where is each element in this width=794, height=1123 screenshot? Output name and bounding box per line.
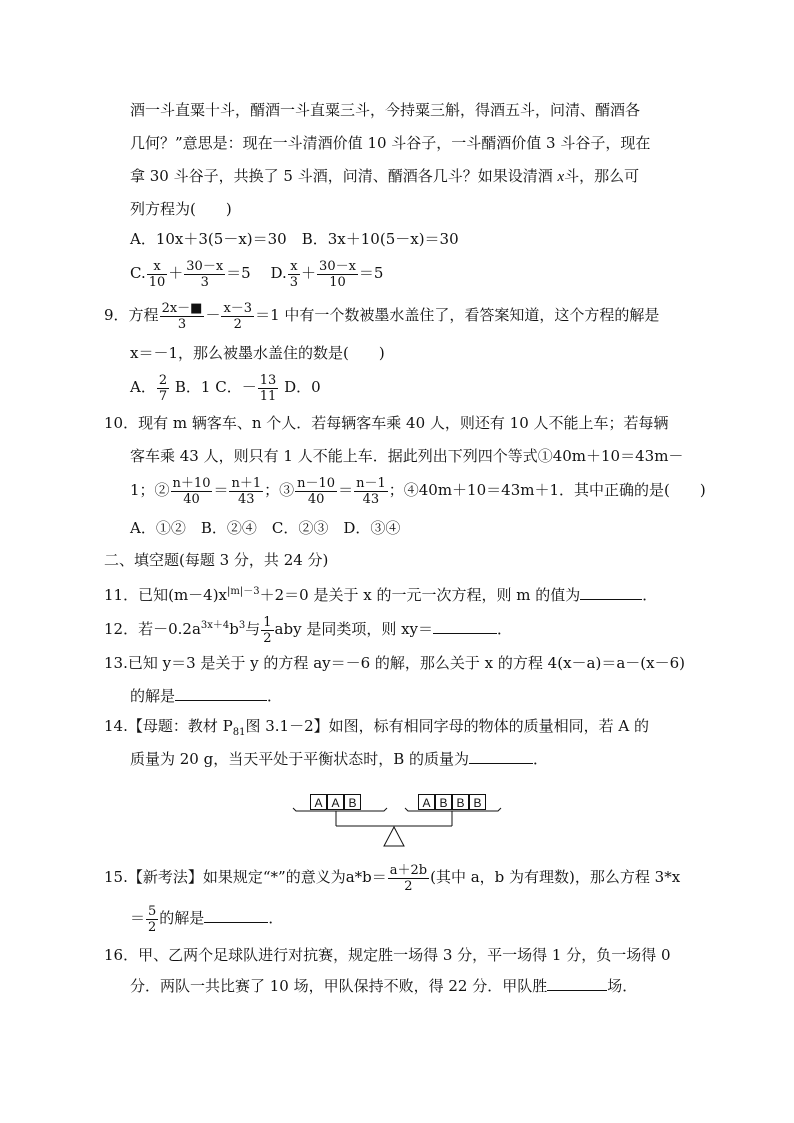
q12-answer-blank[interactable] [433, 619, 497, 634]
right-pan-box-1: A [418, 794, 435, 810]
q9-option-a: A． $\frac{2}{7}$ [130, 372, 168, 404]
q15-answer-blank[interactable] [204, 908, 268, 923]
section-title-fill-in: 二、填空题(每题 3 分，共 24 分) [104, 551, 329, 569]
q9-line-1: 9．方程 $\frac{2x-■}{3}$ － $\frac{x-3}{2}$ ＝1 中有一个数被墨水盖住了，看答案知道，这个方程的解是 [104, 300, 660, 332]
q8-line-3: 拿 30 斗谷子，共换了 5 斗酒，问清、醑酒各几斗？如果设清酒 x斗，那么可 [130, 167, 640, 185]
q16-line-2: 分．两队一共比赛了 10 场，甲队保持不败，得 22 分．甲队胜 场． [130, 977, 638, 995]
q14-line-1: 14.【母题：教材 $P_{81}$图 3.1－2】如图，标有相同字母的物体的质量相同，若 A 的 [104, 717, 649, 738]
q13-line-1: 13.已知 y＝3 是关于 y 的方程 ay＝－6 的解，那么关于 x 的方程 4(x－a)＝a－(x－6) [104, 654, 685, 672]
q8-option-c: C. $\frac{x}{10}$ ＋ $\frac{30-x}{3}$ ＝5 [130, 258, 251, 290]
q8-options-ab [130, 229, 459, 249]
q8-option-d: D. $\frac{x}{3}$ ＋ $\frac{30-x}{10}$ ＝5 [270, 258, 384, 290]
q9-option-d: D．0 [284, 378, 321, 396]
q13-answer-blank[interactable] [175, 686, 267, 701]
q11-answer-blank[interactable] [580, 585, 642, 600]
q9-option-b: B．1 [174, 378, 211, 396]
q13-line-2: 的解是 ． [130, 687, 283, 705]
q8-option-b: B．3x＋10(5－x)＝30 [301, 230, 459, 248]
q10-options: A．①② B．②④ C．②③ D．③④ [130, 519, 401, 537]
balance-scale-figure [290, 790, 530, 850]
q10-line-2: 客车乘 43 人，则只有 1 人不能上车．据此列出下列四个等式①40m＋10＝43m－ [130, 447, 684, 465]
q8-option-a: A．10x＋3(5－x)＝30 [130, 230, 287, 248]
right-pan-box-2: B [435, 794, 452, 810]
q8-options-cd [130, 256, 383, 290]
q9-options [130, 370, 321, 404]
q8-line-2: 几何？”意思是：现在一斗清酒价值 10 斗谷子，一斗醑酒价值 3 斗谷子，现在 [130, 134, 651, 152]
q16-answer-blank[interactable] [547, 976, 607, 991]
right-pan-box-3: B [452, 794, 469, 810]
q14-line-2: 质量为 20 g，当天平处于平衡状态时，B 的质量为 ． [130, 750, 549, 768]
q14-answer-blank[interactable] [469, 749, 533, 764]
q10-line-1: 10．现有 m 辆客车、n 个人．若每辆客车乘 40 人，则还有 10 人不能上车；若每辆 [104, 414, 669, 432]
q15-line-1: 15.【新考法】如果规定“*”的意义为a*b＝ $\frac{a+2b}{2}$ (其中 a，b 为有理数)，那么方程 3*x [104, 862, 681, 894]
q15-line-2: ＝ $\frac{5}{2}$ 的解是 ． [130, 903, 284, 935]
right-pan-box-4: B [469, 794, 486, 810]
q10-line-3: 1；② $\frac{n+10}{40}$ ＝ $\frac{n+1}{43}$ ；③ $\frac{n-10}{40}$ ＝ $\frac{n-1}{43}$ ；④40m＋10＝43m＋1．其中正确的是( ) [130, 475, 706, 507]
q11: 11．已知$(m-4)x^{|m|-3}+2=0$ 是关于 x 的一元一次方程，则 m 的值为 ． [104, 586, 658, 604]
left-pan-box-3: B [344, 794, 361, 810]
q16-line-1: 16．甲、乙两个足球队进行对抗赛，规定胜一场得 3 分，平一场得 1 分，负一场得 0 [104, 946, 671, 964]
q8-line-4: 列方程为( ) [130, 200, 232, 218]
q9-line-2: x＝－1，那么被墨水盖住的数是( ) [130, 344, 385, 362]
q9-option-c: C．－ $\frac{13}{11}$ [215, 372, 277, 404]
q8-line-1: 酒一斗直粟十斗，醑酒一斗直粟三斗，今持粟三斛，得酒五斗，问清、醑酒各 [130, 101, 641, 119]
left-pan-box-1: A [310, 794, 327, 810]
q12: 12．若$-0.2a^{3x+4}b^3$与 $\frac{1}{2}$ aby 是同类项，则 xy＝ ． [104, 614, 513, 646]
left-pan-box-2: A [327, 794, 344, 810]
